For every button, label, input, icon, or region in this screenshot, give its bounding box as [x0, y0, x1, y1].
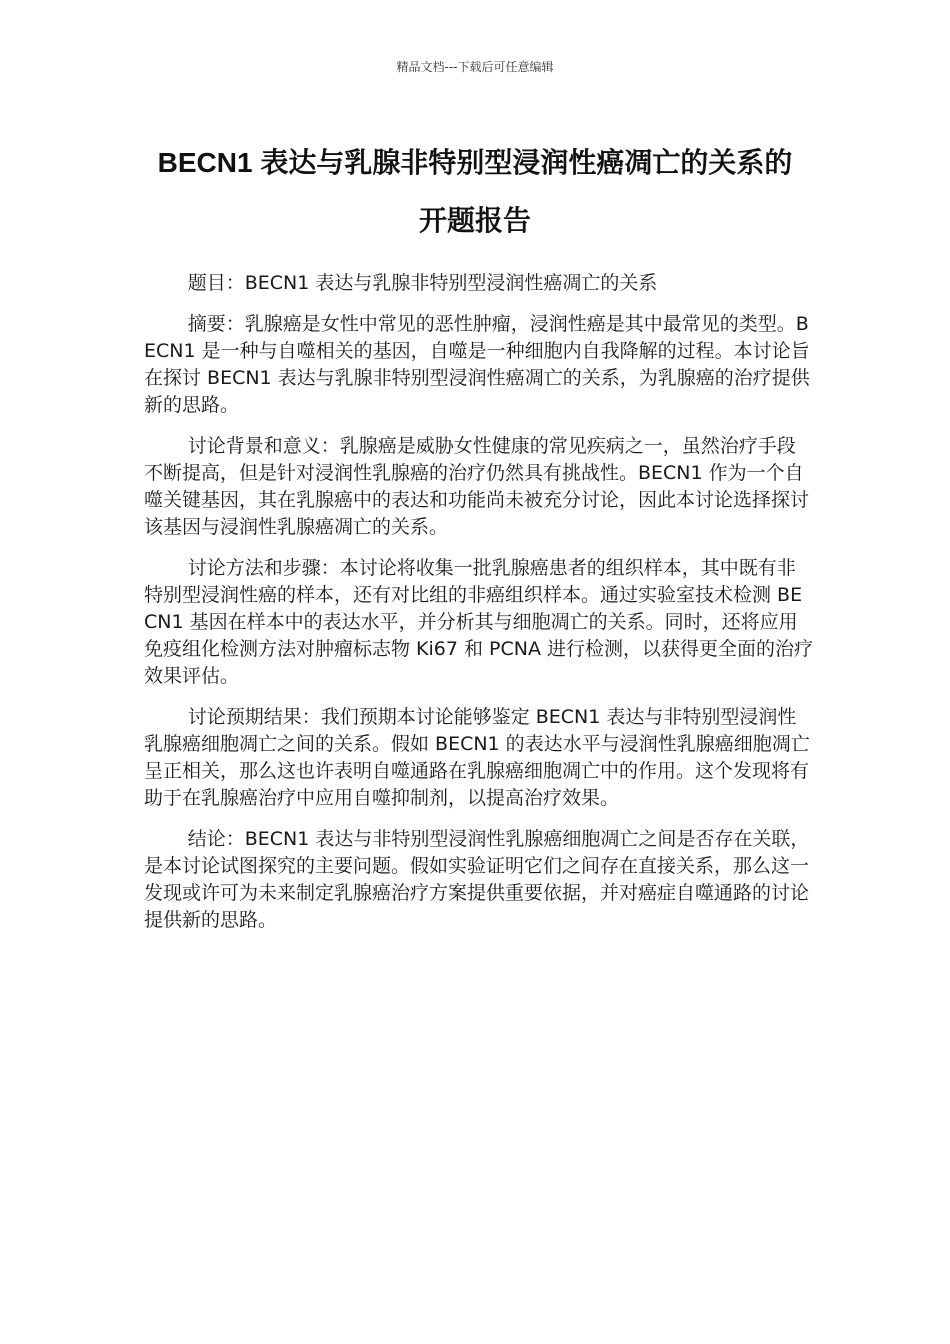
- paragraph-methods: 讨论方法和步骤：本讨论将收集一批乳腺癌患者的组织样本，其中既有非特别型浸润性癌的样本，还有对比组的非癌组织样本。通过实验室技术检测 BECN1 基因在样本中的表达水平，并分析其与细胞凋亡的关系。同时，还将应用免疫组化检测方法对肿瘤标志物 Ki67 和 PCNA 进行检测，以获得更全面的治疗效果评估。: [144, 557, 814, 687]
- paragraph-background: 讨论背景和意义：乳腺癌是威胁女性健康的常见疾病之一，虽然治疗手段不断提高，但是针对浸润性乳腺癌的治疗仍然具有挑战性。BECN1 作为一个自噬关键基因，其在乳腺癌中的表达和功能尚未被充分讨论，因此本讨论选择探讨该基因与浸润性乳腺癌凋亡的关系。: [144, 435, 810, 538]
- title-line-1: BECN1 表达与乳腺非特别型浸润性癌凋亡的关系的: [157, 147, 793, 178]
- page-header: 精品文档---下载后可任意编辑: [396, 60, 554, 74]
- title-line-2: 开题报告: [418, 205, 531, 236]
- paragraph-topic: 题目：BECN1 表达与乳腺非特别型浸润性癌凋亡的关系: [187, 272, 658, 294]
- paragraph-conclusion: 结论：BECN1 表达与非特别型浸润性乳腺癌细胞凋亡之间是否存在关联，是本讨论试图探究的主要问题。假如实验证明它们之间存在直接关系，那么这一发现或许可为未来制定乳腺癌治疗方案提供重要依据，并对癌症自噬通路的讨论提供新的思路。: [144, 828, 810, 931]
- document-title: [100, 134, 850, 250]
- paragraph-expected-results: 讨论预期结果：我们预期本讨论能够鉴定 BECN1 表达与非特别型浸润性乳腺癌细胞凋亡之间的关系。假如 BECN1 的表达水平与浸润性乳腺癌细胞凋亡呈正相关，那么这也许表明自噬通路在乳腺癌细胞凋亡中的作用。这个发现将有助于在乳腺癌治疗中应用自噬抑制剂，以提高治疗效果。: [144, 706, 810, 809]
- document-body: [144, 270, 814, 948]
- paragraph-abstract: 摘要：乳腺癌是女性中常见的恶性肿瘤，浸润性癌是其中最常见的类型。BECN1 是一种与自噬相关的基因，自噬是一种细胞内自我降解的过程。本讨论旨在探讨 BECN1 表达与乳腺非特别型浸润性癌凋亡的关系，为乳腺癌的治疗提供新的思路。: [144, 313, 810, 416]
